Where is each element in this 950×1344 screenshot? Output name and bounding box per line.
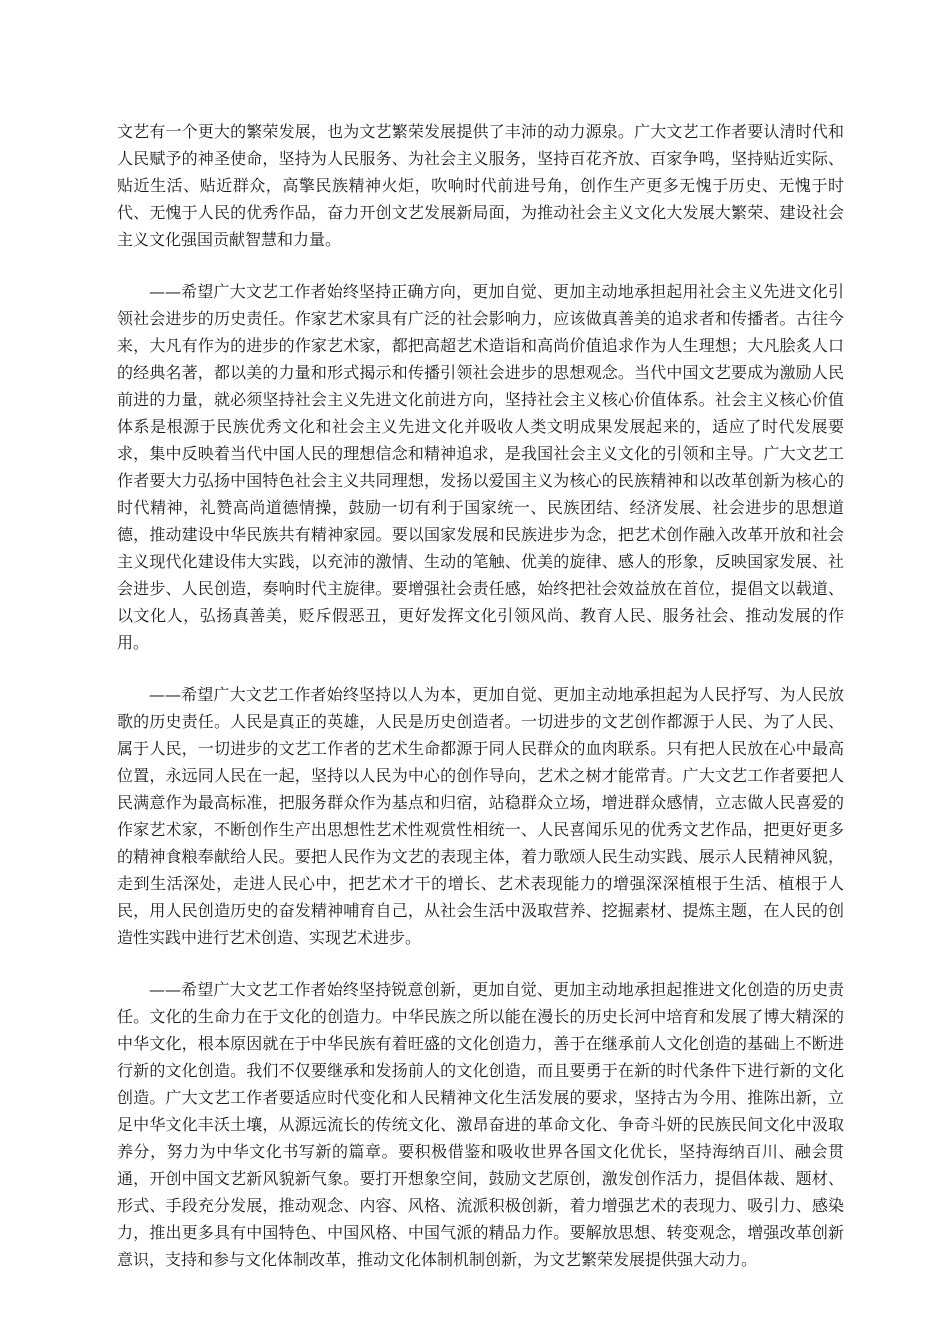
- paragraph-opening: 文艺有一个更大的繁荣发展，也为文艺繁荣发展提供了丰沛的动力源泉。广大文艺工作者要认清时代和人民赋予的神圣使命，坚持为人民服务、为社会主义服务，坚持百花齐放、百家争鸣，坚持贴近实际、贴近生活、贴近群众，高擎民族精神火炬，吹响时代前进号角，创作生产更多无愧于历史、无愧于时代、无愧于人民的优秀作品，奋力开创文艺发展新局面，为推动社会主义文化大发展大繁荣、建设社会主义文化强国贡献智慧和力量。: [117, 122, 844, 249]
- paragraph-people-oriented: ——希望广大文艺工作者始终坚持以人为本，更加自觉、更加主动地承担起为人民抒写、为人民放歌的历史责任。人民是真正的英雄，人民是历史创造者。一切进步的文艺创作都源于人民、为了人民、属于人民，一切进步的文艺工作者的艺术生命都源于同人民群众的血肉联系。只有把人民放在心中最高位置，永远同人民在一起，坚持以人民为中心的创作导向，艺术之树才能常青。广大文艺工作者要把人民满意作为最高标准，把服务群众作为基点和归宿，站稳群众立场，增进群众感情，立志做人民喜爱的作家艺术家，不断创作生产出思想性艺术性观赏性相统一、人民喜闻乐见的优秀文艺作品，把更好更多的精神食粮奉献给人民。要把人民作为文艺的表现主体，着力歌颂人民生动实践、展示人民精神风貌，走到生活深处，走进人民心中，把艺术才干的增长、艺术表现能力的增强深深植根于生活、植根于人民，用人民创造历史的奋发精神哺育自己，从社会生活中汲取营养、挖掘素材、提炼主题，在人民的创造性实践中进行艺术创造、实现艺术进步。: [117, 685, 844, 947]
- document-body: [117, 118, 844, 1298]
- paragraph-innovation: ——希望广大文艺工作者始终坚持锐意创新，更加自觉、更加主动地承担起推进文化创造的历史责任。文化的生命力在于文化的创造力。中华民族之所以能在漫长的历史长河中培育和发展了博大精深的中华文化，根本原因就在于中华民族有着旺盛的文化创造力，善于在继承前人文化创造的基础上不断进行新的文化创造。我们不仅要继承和发扬前人的文化创造，而且要勇于在新的时代条件下进行新的文化创造。广大文艺工作者要适应时代变化和人民精神文化生活发展的要求，坚持古为今用、推陈出新，立足中华文化丰沃土壤，从源远流长的传统文化、激昂奋进的革命文化、争奇斗妍的民族民间文化中汲取养分，努力为中华文化书写新的篇章。要积极借鉴和吸收世界各国文化优长，坚持海纳百川、融会贯通，开创中国文艺新风貌新气象。要打开想象空间，鼓励文艺原创，激发创作活力，提倡体裁、题材、形式、手段充分发展，推动观念、内容、风格、流派积极创新，着力增强艺术的表现力、吸引力、感染力，推出更多具有中国特色、中国风格、中国气派的精品力作。要解放思想、转变观念，增强改革创新意识，支持和参与文化体制改革，推动文化体制机制创新，为文艺繁荣发展提供强大动力。: [117, 980, 844, 1269]
- paragraph-correct-direction: ——希望广大文艺工作者始终坚持正确方向，更加自觉、更加主动地承担起用社会主义先进文化引领社会进步的历史责任。作家艺术家具有广泛的社会影响力，应该做真善美的追求者和传播者。古往今来，大凡有作为的进步的作家艺术家，都把高超艺术造诣和高尚价值追求作为人生理想；大凡脍炙人口的经典名著，都以美的力量和形式揭示和传播引领社会进步的思想观念。当代中国文艺要成为激励人民前进的力量，就必须坚持社会主义先进文化前进方向，坚持社会主义核心价值体系。社会主义核心价值体系是根源于民族优秀文化和社会主义先进文化并吸收人类文明成果发展起来的，适应了时代发展要求，集中反映着当代中国人民的理想信念和精神追求，是我国社会主义文化的引领和主导。广大文艺工作者要大力弘扬中国特色社会主义共同理想，发扬以爱国主义为核心的民族精神和以改革创新为核心的时代精神，礼赞高尚道德情操，鼓励一切有利于国家统一、民族团结、经济发展、社会进步的思想道德，推动建设中华民族共有精神家园。要以国家发展和民族进步为念，把艺术创作融入改革开放和社会主义现代化建设伟大实践，以充沛的激情、生动的笔触、优美的旋律、感人的形象，反映国家发展、社会进步、人民创造，奏响时代主旋律。要增强社会责任感，始终把社会效益放在首位，提倡文以载道、以文化人，弘扬真善美，贬斥假恶丑，更好发挥文化引领风尚、教育人民、服务社会、推动发展的作用。: [117, 282, 844, 652]
